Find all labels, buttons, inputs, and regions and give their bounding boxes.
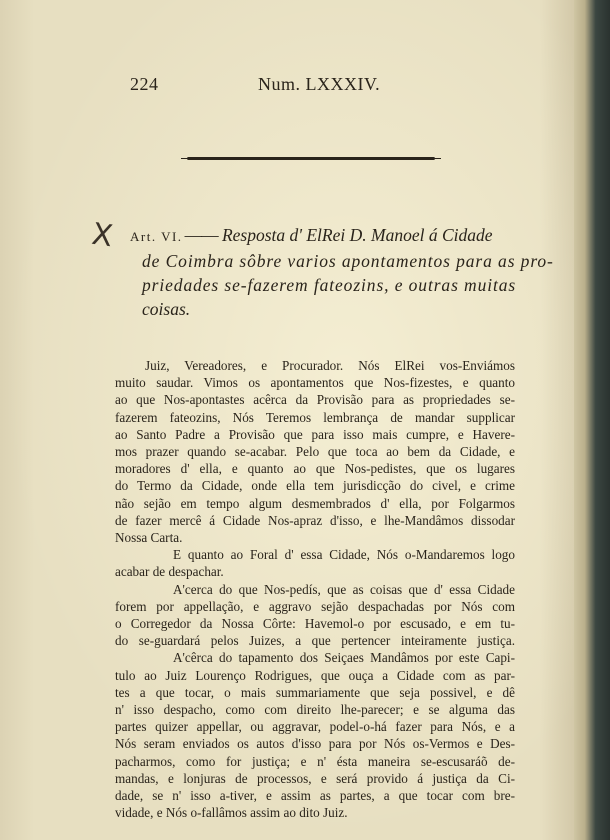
article-title-line: Resposta d' ElRei D. Manoel á Cidade — [221, 225, 493, 245]
body-line: tes a que tocar, o mais summariamente que seja possivel, e dê — [115, 684, 515, 700]
body-line: pacharmos, como for justiça; e n' ésta maneira se-escusaráõ de- — [115, 753, 515, 769]
body-line: não sejão em tempo algum desmembrados d' ella, por Folgarmos — [115, 495, 515, 511]
body-line: fazerem fateozins, Nós Teremos lembrança de mandar supplicar — [115, 409, 515, 425]
body-line: moradores d' ella, e quanto ao que Nos-pedistes, que os lugares — [115, 461, 515, 477]
body-line: vidade, e Nós o-fallâmos assim ao dito Juiz. — [115, 805, 348, 821]
body-line: Nossa Carta. — [115, 530, 183, 546]
body-line: muito saudar. Vimos os apontamentos que Nos-fizestes, e quanto — [115, 375, 515, 391]
page-header — [130, 74, 390, 96]
body-line: tulo ao Juiz Lourenço Rodrigues, que ouça a Cidade com as par- — [115, 667, 515, 683]
body-line: o Corregedor da Nossa Côrte: Havemol-o por escusado, e em tu- — [115, 616, 515, 632]
body-line: Nós seram enviados os autos d'isso para por Nós os-Vermos e Des- — [115, 736, 515, 752]
handwritten-margin-mark: X — [89, 216, 115, 255]
body-line: A'cerca do que Nos-pedís, que as coisas que d' essa Cidade — [173, 581, 515, 597]
body-line: A'cêrca do tapamento dos Seiçaes Mandâmos por este Capi- — [173, 650, 515, 666]
body-line: dade, se n' isso a-tiver, e assim as partes, a que tocar com bre- — [115, 788, 515, 804]
article-dash: —— — [184, 225, 218, 245]
body-line: n' isso despacho, como com direito lhe-parecer; e se alguma das — [115, 702, 515, 718]
body-line: mos prazer quando se-acabar. Pelo que toca ao bem da Cidade, e — [115, 444, 515, 460]
article-label: Art. VI. — [130, 229, 183, 244]
body-line: partes quizer appellar, ou aggravar, podel-o-há fazer para Nós, e a — [115, 719, 515, 735]
book-spine-edge — [574, 0, 610, 840]
body-line: Juiz, Vereadores, e Procurador. Nós ElRei vos-Enviámos — [145, 358, 515, 373]
body-line: forem por appellação, e aggravo sejão despachadas por Nós com — [115, 598, 515, 614]
page-number: 224 — [130, 74, 159, 94]
body-line: do Termo da Cidade, onde ella tem jurisdicção do civel, e crime — [115, 478, 515, 494]
article-heading — [130, 223, 554, 321]
article-title-line: de Coimbra sôbre varios apontamentos para as pro- — [142, 251, 554, 271]
article-title-line: priedades se-fazerem fateozins, e outras muitas — [142, 275, 517, 295]
body-line: acabar de despachar. — [115, 564, 224, 580]
body-line: E quanto ao Foral d' essa Cidade, Nós o-Mandaremos logo — [173, 547, 515, 563]
body-line: ao que Nos-apontastes acêrca da Provisão para as propriedades se- — [115, 392, 515, 408]
running-title: Num. LXXXIV. — [258, 74, 381, 94]
article-title-line: coisas. — [142, 299, 191, 319]
body-line: ao Santo Padre a Provisão que para isso mais cumpre, e Havere- — [115, 426, 515, 442]
body-line: mandas, e lonjuras de processos, e será provido á justiça da Ci- — [115, 770, 515, 786]
letter-body — [115, 357, 515, 821]
body-line: de fazer mercê á Cidade Nos-apraz d'isso, e lhe-Mandâmos dissodar — [115, 512, 515, 528]
header-rule — [187, 157, 435, 160]
body-line: do se-guardará pelos Juizes, a que pertencer inteiramente justiça. — [115, 633, 515, 649]
